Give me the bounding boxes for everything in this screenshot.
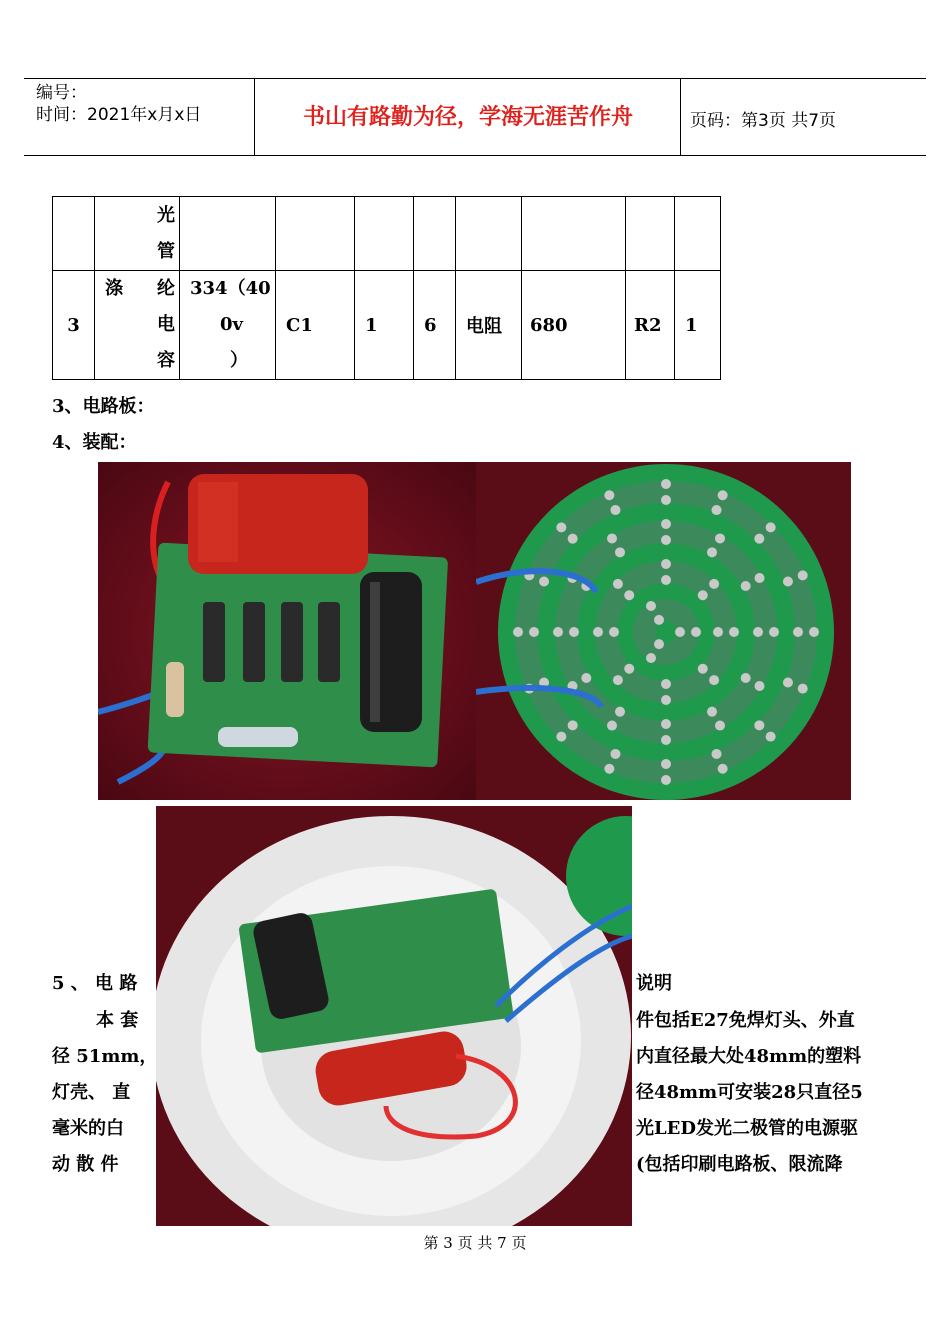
parts-table (52, 196, 721, 380)
solder-pad (661, 759, 671, 769)
solder-pad (715, 721, 725, 731)
section-circuit-board: 3、电路板： (52, 396, 155, 417)
solder-pad (661, 519, 671, 529)
solder-pad (610, 505, 620, 515)
para-line-right: 径48mm可安装28只直径5 (636, 1082, 863, 1103)
solder-pad (624, 664, 634, 674)
para-line-right: 内直径最大处48mm的塑料 (636, 1046, 862, 1067)
solder-pad (755, 573, 765, 583)
solder-pad (661, 679, 671, 689)
para-line-right: 说明 (636, 973, 672, 994)
cell-name2: 电阻 (456, 271, 522, 380)
para-line-right: 件包括E27免焊灯头、外直 (636, 1010, 855, 1031)
solder-pad (661, 559, 671, 569)
cell-name (95, 197, 180, 271)
header-divider-left (254, 78, 255, 156)
solder-pad (753, 627, 763, 637)
cell-no: 3 (53, 271, 95, 380)
solder-pad (741, 673, 751, 683)
solder-pad (754, 720, 764, 730)
photo-led-board (476, 462, 851, 800)
solder-pad (661, 695, 671, 705)
solder-pad (809, 627, 819, 637)
solder-pad (766, 732, 776, 742)
spec-line: 334（40 (190, 278, 271, 299)
cell-spec (180, 271, 276, 380)
solder-pad (556, 732, 566, 742)
solder-pad (529, 627, 539, 637)
solder-pad (556, 522, 566, 532)
solder-pad (607, 533, 617, 543)
solder-pad (661, 495, 671, 505)
header-number-label: 编号： (36, 83, 87, 103)
cell-qty: 1 (355, 271, 414, 380)
footer-page-number: 第 3 页 共 7 页 (423, 1234, 527, 1252)
solder-pad (709, 579, 719, 589)
spec-line: ） (230, 350, 248, 371)
table-row (53, 271, 721, 380)
cell-qty2: 1 (675, 271, 721, 380)
name-char: 光 (157, 204, 175, 226)
solder-pad (754, 534, 764, 544)
cell-spec2: 680 (522, 271, 626, 380)
solder-pad (539, 576, 549, 586)
header-motto: 书山有路勤为径，学海无涯苦作舟 (302, 105, 633, 130)
para-line-left: 毫米的白 (52, 1118, 124, 1139)
solder-pad (713, 627, 723, 637)
name-char: 管 (157, 240, 175, 262)
solder-pad (624, 590, 634, 600)
header-page-label: 页码：第3页 共7页 (690, 111, 837, 131)
solder-pad (712, 749, 722, 759)
solder-pad (661, 575, 671, 585)
solder-pad (741, 581, 751, 591)
solder-pad (604, 764, 614, 774)
solder-pad (707, 547, 717, 557)
solder-pad (715, 533, 725, 543)
solder-pad (613, 675, 623, 685)
solder-pad (593, 627, 603, 637)
solder-pad (718, 490, 728, 500)
solder-pad (712, 505, 722, 515)
solder-pad (654, 615, 664, 625)
solder-pad (729, 627, 739, 637)
solder-pad (675, 627, 685, 637)
solder-pad (646, 653, 656, 663)
solder-pad (798, 570, 808, 580)
solder-pad (691, 627, 701, 637)
para-line-left: 灯壳、 直 (52, 1082, 131, 1103)
photo-driver-board (98, 462, 476, 800)
solder-pad (610, 749, 620, 759)
solder-pad (661, 719, 671, 729)
solder-pad (569, 627, 579, 637)
solder-pad (661, 775, 671, 785)
name-char: 容 (157, 350, 175, 371)
solder-pad (661, 479, 671, 489)
name-char: 电 (157, 314, 175, 335)
solder-pad (568, 534, 578, 544)
cell-code: C1 (276, 271, 355, 380)
para-line-right: (包括印刷电路板、限流降 (636, 1154, 843, 1175)
header-top-rule (24, 78, 926, 79)
para-line-left: 本 套 (96, 1010, 139, 1031)
cell-code2: R2 (626, 271, 675, 380)
solder-pad (755, 681, 765, 691)
cell-name (95, 271, 180, 380)
header-meta (36, 82, 201, 126)
solder-pad (661, 535, 671, 545)
solder-pad (707, 707, 717, 717)
solder-pad (553, 627, 563, 637)
solder-pad (604, 490, 614, 500)
solder-pad (568, 720, 578, 730)
para-line-right: 光LED发光二极管的电源驱 (636, 1118, 858, 1139)
solder-pad (615, 547, 625, 557)
solder-pad (607, 721, 617, 731)
solder-pad (646, 601, 656, 611)
solder-pad (766, 522, 776, 532)
solder-pad (769, 627, 779, 637)
solder-pad (609, 627, 619, 637)
spec-line: 0v (220, 314, 243, 335)
header-divider-right (680, 78, 681, 156)
section-assembly: 4、装配： (52, 432, 137, 453)
para-line-left: 动 散 件 (52, 1154, 119, 1175)
solder-pad (654, 639, 664, 649)
para-line-left: 5 、 电 路 (52, 973, 138, 994)
name-char: 涤 (105, 278, 123, 299)
header-bottom-rule (24, 155, 926, 156)
header-time-label: 时间：2021年x月x日 (36, 105, 202, 125)
name-char: 纶 (157, 278, 175, 299)
solder-pad (709, 675, 719, 685)
solder-pad (783, 576, 793, 586)
cell-no2: 6 (414, 271, 456, 380)
solder-pad (513, 627, 523, 637)
table-row (53, 197, 721, 271)
para-line-left: 径 51mm， (52, 1046, 158, 1067)
solder-pad (698, 590, 708, 600)
solder-pad (793, 627, 803, 637)
solder-pad (661, 735, 671, 745)
solder-pad (783, 678, 793, 688)
solder-pad (798, 684, 808, 694)
solder-pad (615, 707, 625, 717)
solder-pad (613, 579, 623, 589)
photo-lamp-assembly (156, 806, 632, 1226)
solder-pad (718, 764, 728, 774)
solder-pad (581, 673, 591, 683)
solder-pad (698, 664, 708, 674)
